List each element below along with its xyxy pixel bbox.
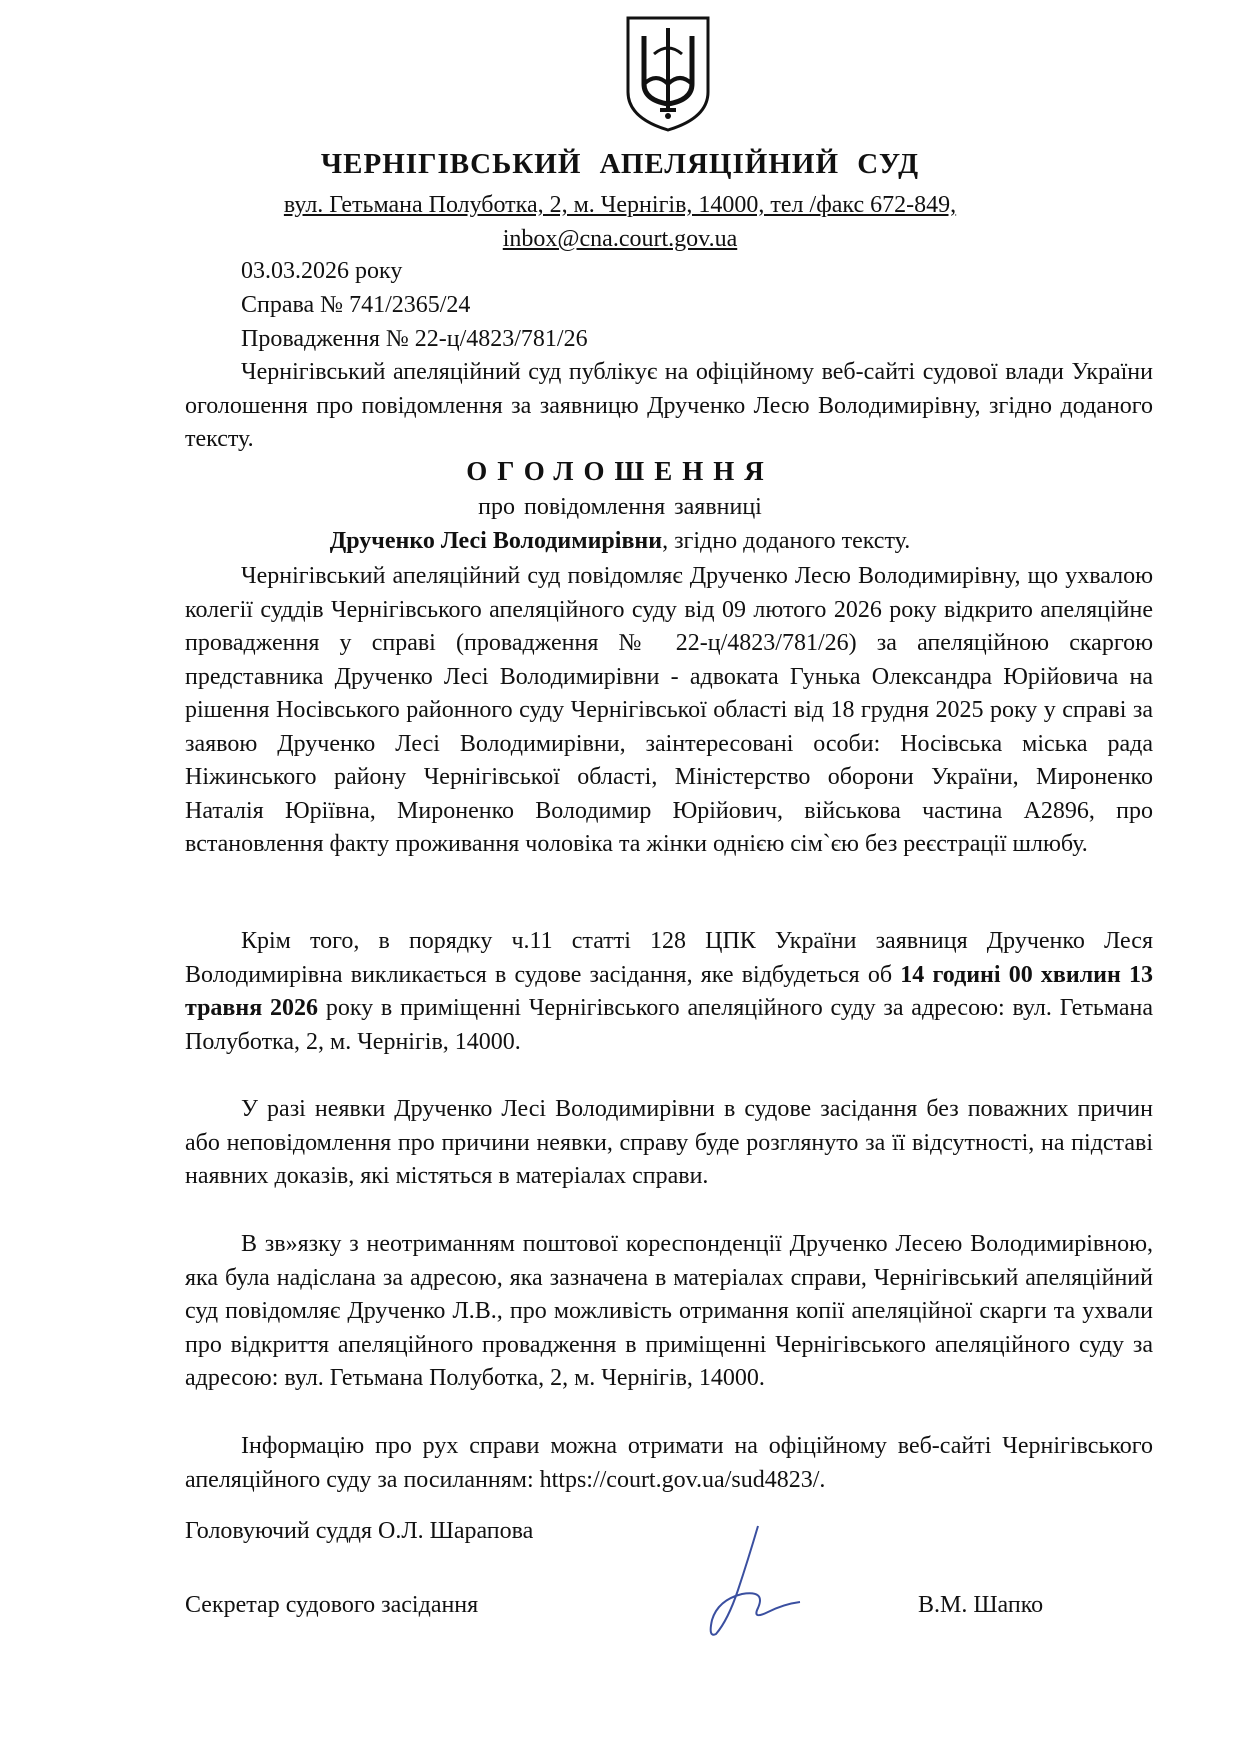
case-number: Справа № 741/2365/24 <box>241 292 471 318</box>
p2-text-start: Крім того, в порядку ч.11 статті 128 ЦПК України заявниця Друченко Леся Володимирівна викликається в судове засідання, яке відбудеться об <box>185 928 1153 988</box>
secretary-label: Секретар судового засідання <box>185 1592 479 1618</box>
body-paragraph-5: Інформацію про рух справи можна отримати на офіційному веб-сайті Чернігівського апеляційного суду за посиланням: https://court.gov.ua/sud4823/. <box>185 1433 1153 1493</box>
announcement-subtitle: про повідомлення заявниці <box>478 494 762 520</box>
court-name-heading: ЧЕРНІГІВСЬКИЙ АПЕЛЯЦІЙНИЙ СУД <box>320 148 920 180</box>
court-email: inbox@cna.court.gov.ua <box>502 226 738 252</box>
body-paragraph-2 <box>185 925 1153 1059</box>
coat-of-arms-emblem <box>622 14 714 134</box>
court-address-line: вул. Гетьмана Полуботка, 2, м. Чернігів, 14000, тел /факс 672-849, <box>283 192 957 218</box>
announcement-title: ОГОЛОШЕННЯ <box>466 456 774 486</box>
document-date: 03.03.2026 року <box>241 258 403 284</box>
announcement-recipient-line <box>0 528 1240 555</box>
body-paragraph-1: Чернігівський апеляційний суд повідомляє Друченко Лесю Володимирівну, що ухвалою колегії суддів Чернігівського апеляційного суду від 09 лютого 2026 року відкрито апеляційне провадження у справі (провадження № 22-ц/4823/781/26) за апеляційною скаргою представника Друченко Лесі Володимирівни - адвоката Гунька Олександра Юрійовича на рішення Носівського районного суду Чернігівської області від 18 грудня 2025 року у справі за заявою Друченко Лесі Володимирівни, заінтересовані особи: Носівська міська рада Ніжинського району Чернігівської області, Міністерство оборони України, Мироненко Наталія Юріївна, Мироненко Володимир Юрійович, військова частина А2896, про встановлення факту проживання чоловіка та жінки однією сім`єю без реєстрації шлюбу. <box>185 563 1153 857</box>
recipient-name: Друченко Лесі Володимирівни <box>329 528 663 554</box>
hearing-datetime: 14 годині 00 хвилин 13 травня 2026 <box>185 961 1154 1021</box>
presiding-judge-signature-line: Головуючий суддя О.Л. Шарапова <box>185 1518 534 1544</box>
handwritten-signature <box>688 1520 808 1640</box>
body-paragraph-3: У разі неявки Друченко Лесі Володимирівни в судове засідання без поважних причин або неповідомлення про причини неявки, справу буде розглянуто за її відсутності, на підставі наявних доказів, які містяться в матеріалах справи. <box>185 1096 1153 1189</box>
intro-paragraph: Чернігівський апеляційний суд публікує на офіційному веб-сайті судової влади України оголошення про повідомлення за заявницю Друченко Лесю Володимирівну, згідно доданого тексту. <box>185 359 1153 452</box>
secretary-name: В.М. Шапко <box>918 1592 1044 1618</box>
recipient-suffix: , згідно доданого тексту. <box>662 528 911 554</box>
proceeding-number: Провадження № 22-ц/4823/781/26 <box>241 326 588 352</box>
body-paragraph-4: В зв»язку з неотриманням поштової кореспонденції Друченко Лесею Володимирівною, яка була надіслана за адресою, яка зазначена в матеріалах справи, Чернігівський апеляційний суд повідомляє Друченко Л.В., про можливість отримання копії апеляційної скарги та ухвали про відкриття апеляційного провадження в приміщенні Чернігівського апеляційного суду за адресою: вул. Гетьмана Полуботка, 2, м. Чернігів, 14000. <box>185 1231 1153 1391</box>
p2-text-end: року в приміщенні Чернігівського апеляційного суду за адресою: вул. Гетьмана Полуботка, 2, м. Чернігів, 14000. <box>185 995 1154 1055</box>
